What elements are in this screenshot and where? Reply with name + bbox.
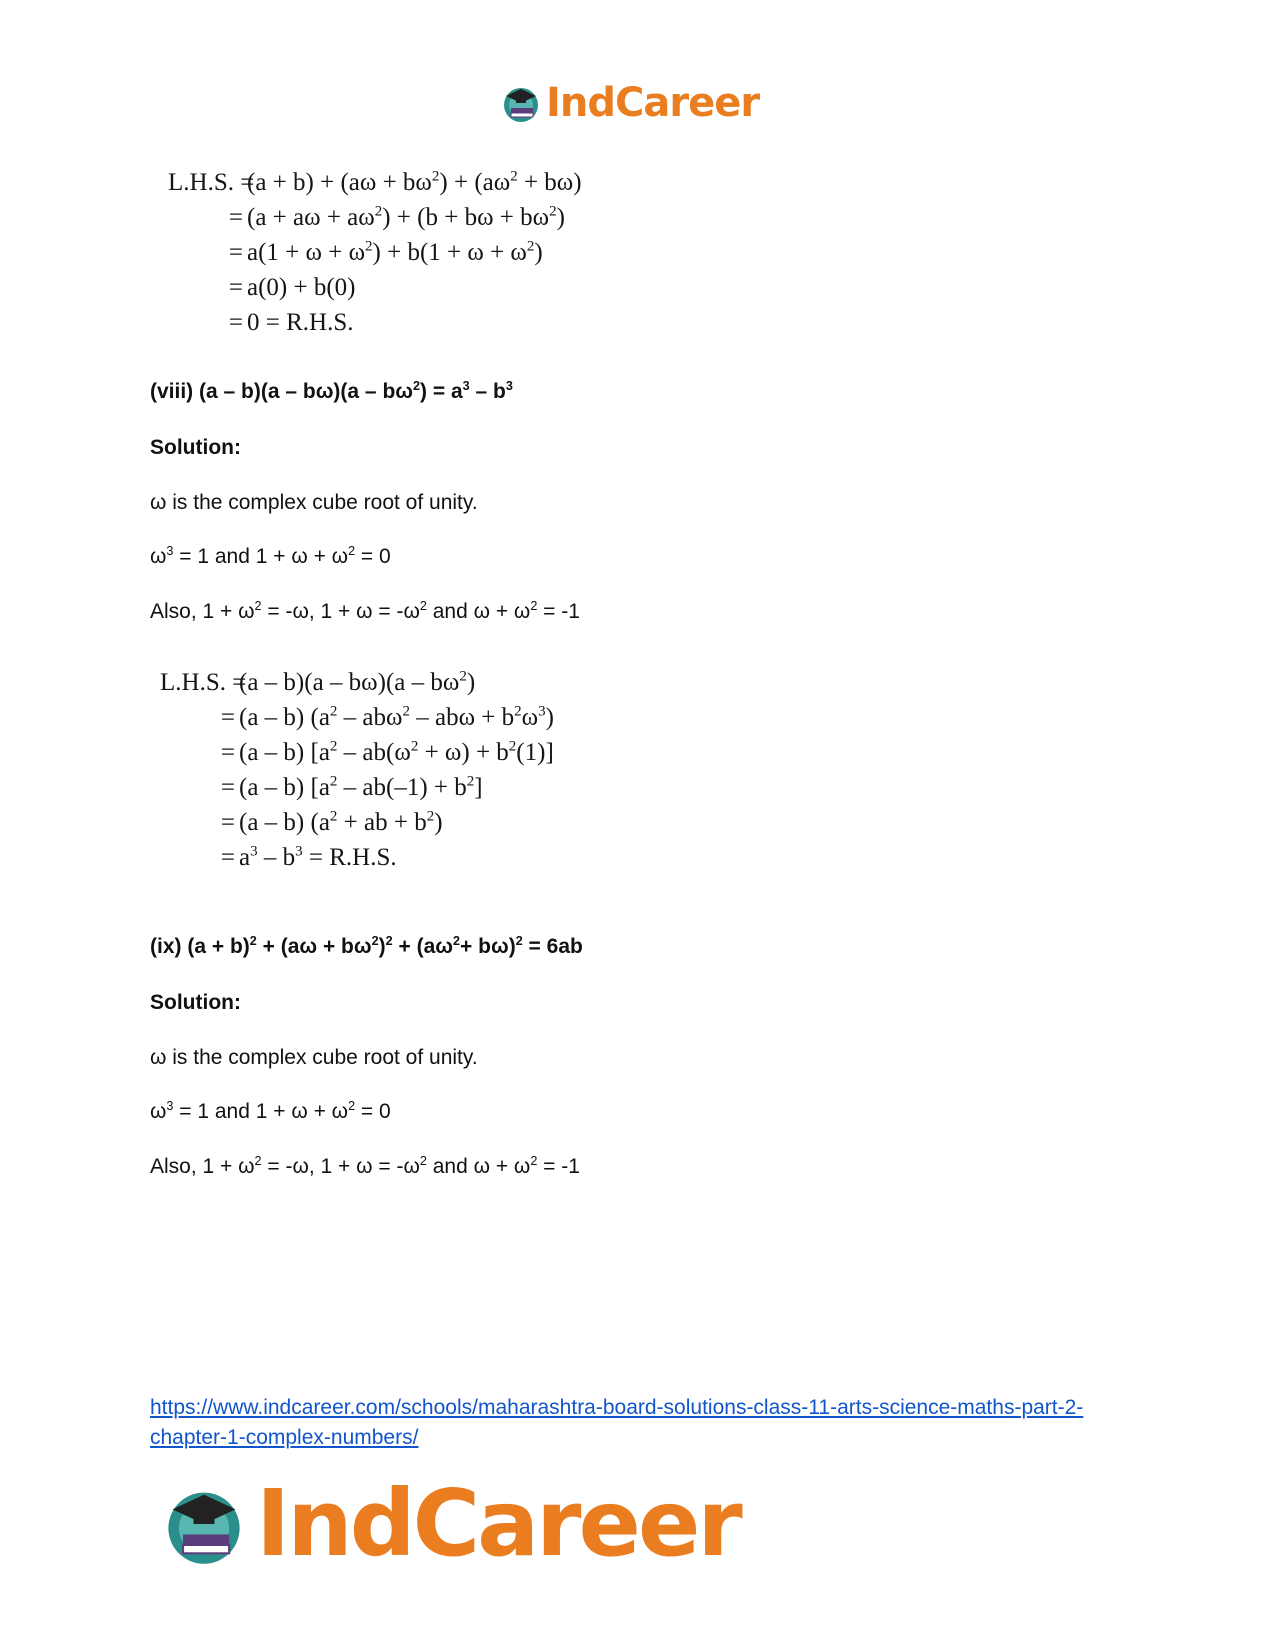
math-row: = (a – b) $[a^2 - ab(\omega^2 + \omega) + b^2(1)]$ [220,738,554,766]
footer-logo [160,1470,740,1577]
brand-name: IndCareer [256,1470,740,1577]
math-row: = $a(1 + \omega + \omega^2) + b(1 + \omega + \omega^2)$ [228,238,543,266]
graduation-cap-globe-icon [500,82,542,124]
math-derivation-1 [168,165,582,340]
solution-text: ω is the complex cube root of unity. [150,1046,478,1069]
header-logo [500,80,759,126]
solution-text: $\omega^3 = 1$ and $1 + \omega + \omega^2 = 0$ [150,1099,391,1123]
math-row: = (a – b) ($a^2$ + ab + $b^2$) [220,808,443,836]
solution-label: Solution: [150,991,241,1014]
math-row: = $a^3 - b^3 = R.H.S$. [220,843,397,871]
lhs-label: L.H.S. = [168,169,255,196]
question-viii-title: (viii) $(a - b)(a - b\omega)(a - b\omega^2) = a^3 - b^3$ [150,379,513,403]
solution-label: Solution: [150,436,241,459]
math-row: = $(a + a\omega + a\omega^2) + (b + b\omega + b\omega^2)$ [228,203,565,231]
math-row: = (a – b) $(a^2 - ab\omega^2 - ab\omega + b^2\omega^3)$ [220,703,554,731]
lhs-label: L.H.S. = [160,669,247,696]
math-row: L.H.S. $=(a - b)(a - b\omega)(a - b\omega^2)$ [160,665,554,700]
math-row: = 0 = R.H.S. [228,309,354,336]
math-row: = a(0) + b(0) [228,274,356,301]
math-row: = (a – b) $[a^2 - ab(-1) + b^2]$ [220,773,483,801]
brand-name: IndCareer [546,80,760,126]
graduation-cap-globe-icon [160,1480,248,1568]
solution-text: $\omega^3 = 1$ and $1 + \omega + \omega^2 = 0$ [150,544,391,568]
question-ix-title: (ix) $(a + b)^2 + (a\omega + b\omega^2)^2 + (a\omega^2+ b\omega)^2 = 6ab$ [150,934,583,958]
solution-text: Also, $1 + \omega^2 = -\omega$, $1 + \omega = -\omega^2$ and $\omega + \omega^2 = -1$ [150,1154,580,1178]
math-derivation-2 [160,665,554,875]
source-link[interactable]: https://www.indcareer.com/schools/maharashtra-board-solutions-class-11-arts-science-maths-part-2-chapter-1-complex-numbers/ [150,1396,1084,1449]
math-row: L.H.S. $=(a + b) + (a\omega + b\omega^2) + (a\omega^2 + b\omega)$ [168,165,582,200]
solution-text: ω is the complex cube root of unity. [150,491,478,514]
solution-text: Also, $1 + \omega^2 = -\omega$, $1 + \omega = -\omega^2$ and $\omega + \omega^2 = -1$ [150,599,580,623]
